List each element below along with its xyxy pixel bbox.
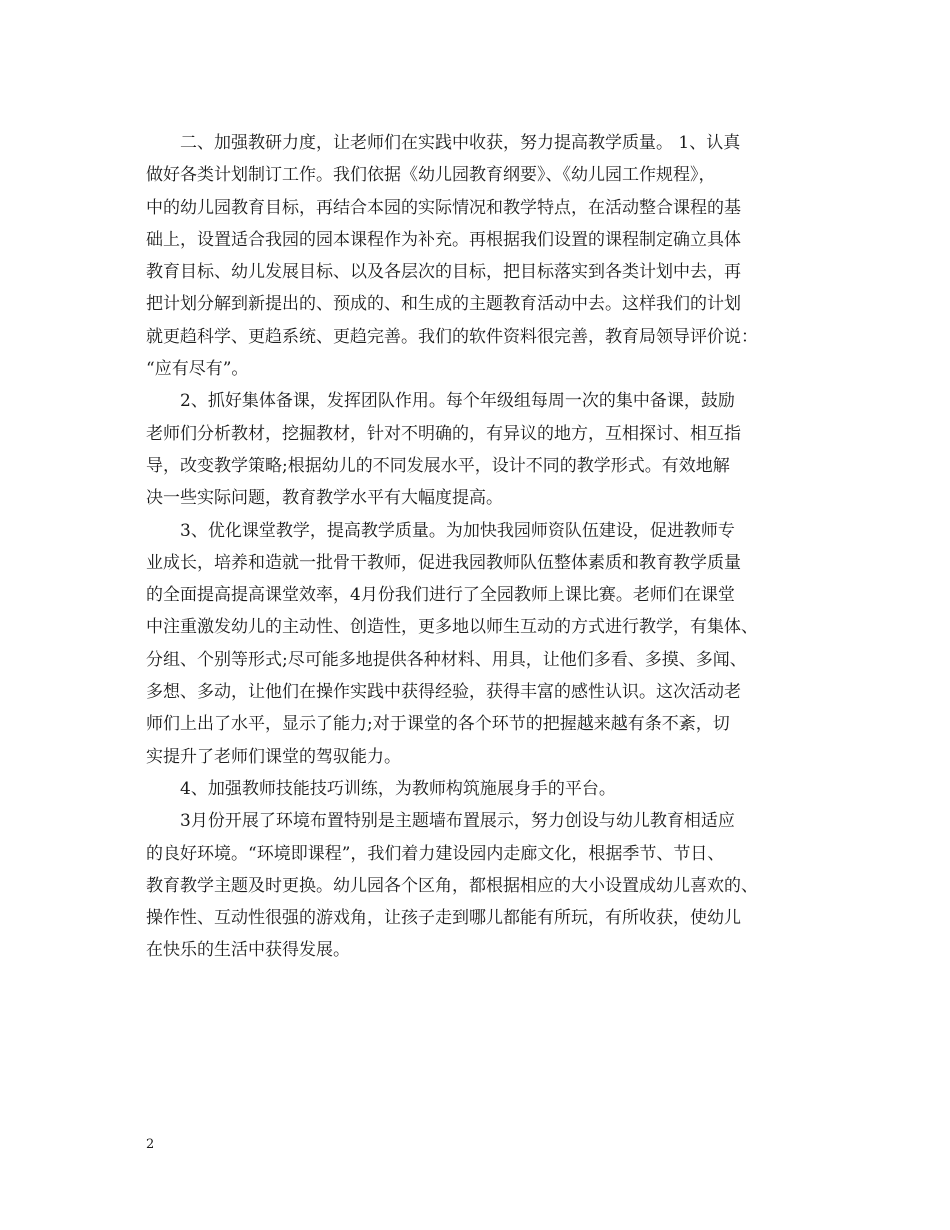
text-line: 分组、个别等形式;尽可能多地提供各种材料、用具，让他们多看、多摸、多闻、: [146, 649, 747, 670]
paragraph-5: [146, 805, 808, 966]
text-line: 3月份开展了环境布置特别是主题墙布置展示，努力创设与幼儿教育相适应: [180, 811, 735, 832]
text-line: 老师们分析教材，挖掘教材，针对不明确的，有异议的地方，互相探讨、相互指: [146, 423, 741, 444]
text-line: 实提升了老师们课堂的驾驭能力。: [146, 746, 401, 767]
text-line: 业成长，培养和造就一批骨干教师，促进我园教师队伍整体素质和教育教学质量: [146, 552, 741, 573]
text-line: “应有尽有”。: [146, 359, 249, 380]
text-line: 师们上出了水平，显示了能力;对于课堂的各个环节的把握越来越有条不紊，切: [146, 714, 730, 735]
text-line: 的全面提高提高课堂效率，4月份我们进行了全园教师上课比赛。老师们在课堂: [146, 585, 735, 606]
text-line: 二、加强教研力度，让老师们在实践中收获，努力提高教学质量。 1、认真: [180, 133, 741, 153]
paragraph-3: [146, 515, 808, 773]
text-line: 的良好环境。“环境即课程”，我们着力建设园内走廊文化，根据季节、节日、: [146, 843, 725, 864]
text-line: 教育教学主题及时更换。幼儿园各个区角，都根据相应的大小设置成幼儿喜欢的、: [146, 875, 758, 896]
text-line: 做好各类计划制订工作。我们依据《幼儿园教育纲要》、《幼儿园工作规程》，: [146, 165, 716, 186]
text-line: 导，改变教学策略;根据幼儿的不同发展水平，设计不同的教学形式。有效地解: [146, 455, 730, 476]
document-body: [146, 127, 808, 967]
text-line: 操作性、互动性很强的游戏角，让孩子走到哪儿都能有所玩，有所收获，使幼儿: [146, 908, 741, 929]
paragraph-1: [146, 127, 808, 385]
text-line: 多想、多动，让他们在操作实践中获得经验，获得丰富的感性认识。这次活动老: [146, 682, 741, 703]
text-line: 3、优化课堂教学，提高教学质量。为加快我园师资队伍建设，促进教师专: [180, 520, 735, 541]
text-line: 中的幼儿园教育目标，再结合本园的实际情况和教学特点，在活动整合课程的基: [146, 197, 741, 218]
text-line: 2、抓好集体备课，发挥团队作用。每个年级组每周一次的集中备课，鼓励: [180, 391, 735, 412]
text-line: 础上，设置适合我园的园本课程作为补充。再根据我们设置的课程制定确立具体: [146, 229, 741, 250]
text-line: 4、加强教师技能技巧训练，为教师构筑施展身手的平台。: [180, 778, 616, 799]
page-number: 2: [146, 1137, 155, 1152]
text-line: 教育目标、幼儿发展目标、以及各层次的目标，把目标落实到各类计划中去，再: [146, 262, 741, 283]
text-line: 决一些实际问题，教育教学水平有大幅度提高。: [146, 488, 503, 509]
text-line: 把计划分解到新提出的、预成的、和生成的主题教育活动中去。这样我们的计划: [146, 294, 741, 315]
text-line: 在快乐的生活中获得发展。: [146, 940, 350, 961]
paragraph-2: [146, 385, 808, 514]
text-line: 中注重激发幼儿的主动性、创造性，更多地以师生互动的方式进行教学，有集体、: [146, 617, 758, 638]
paragraph-4: [146, 773, 808, 805]
text-line: 就更趋科学、更趋系统、更趋完善。我们的软件资料很完善，教育局领导评价说：: [146, 326, 758, 347]
